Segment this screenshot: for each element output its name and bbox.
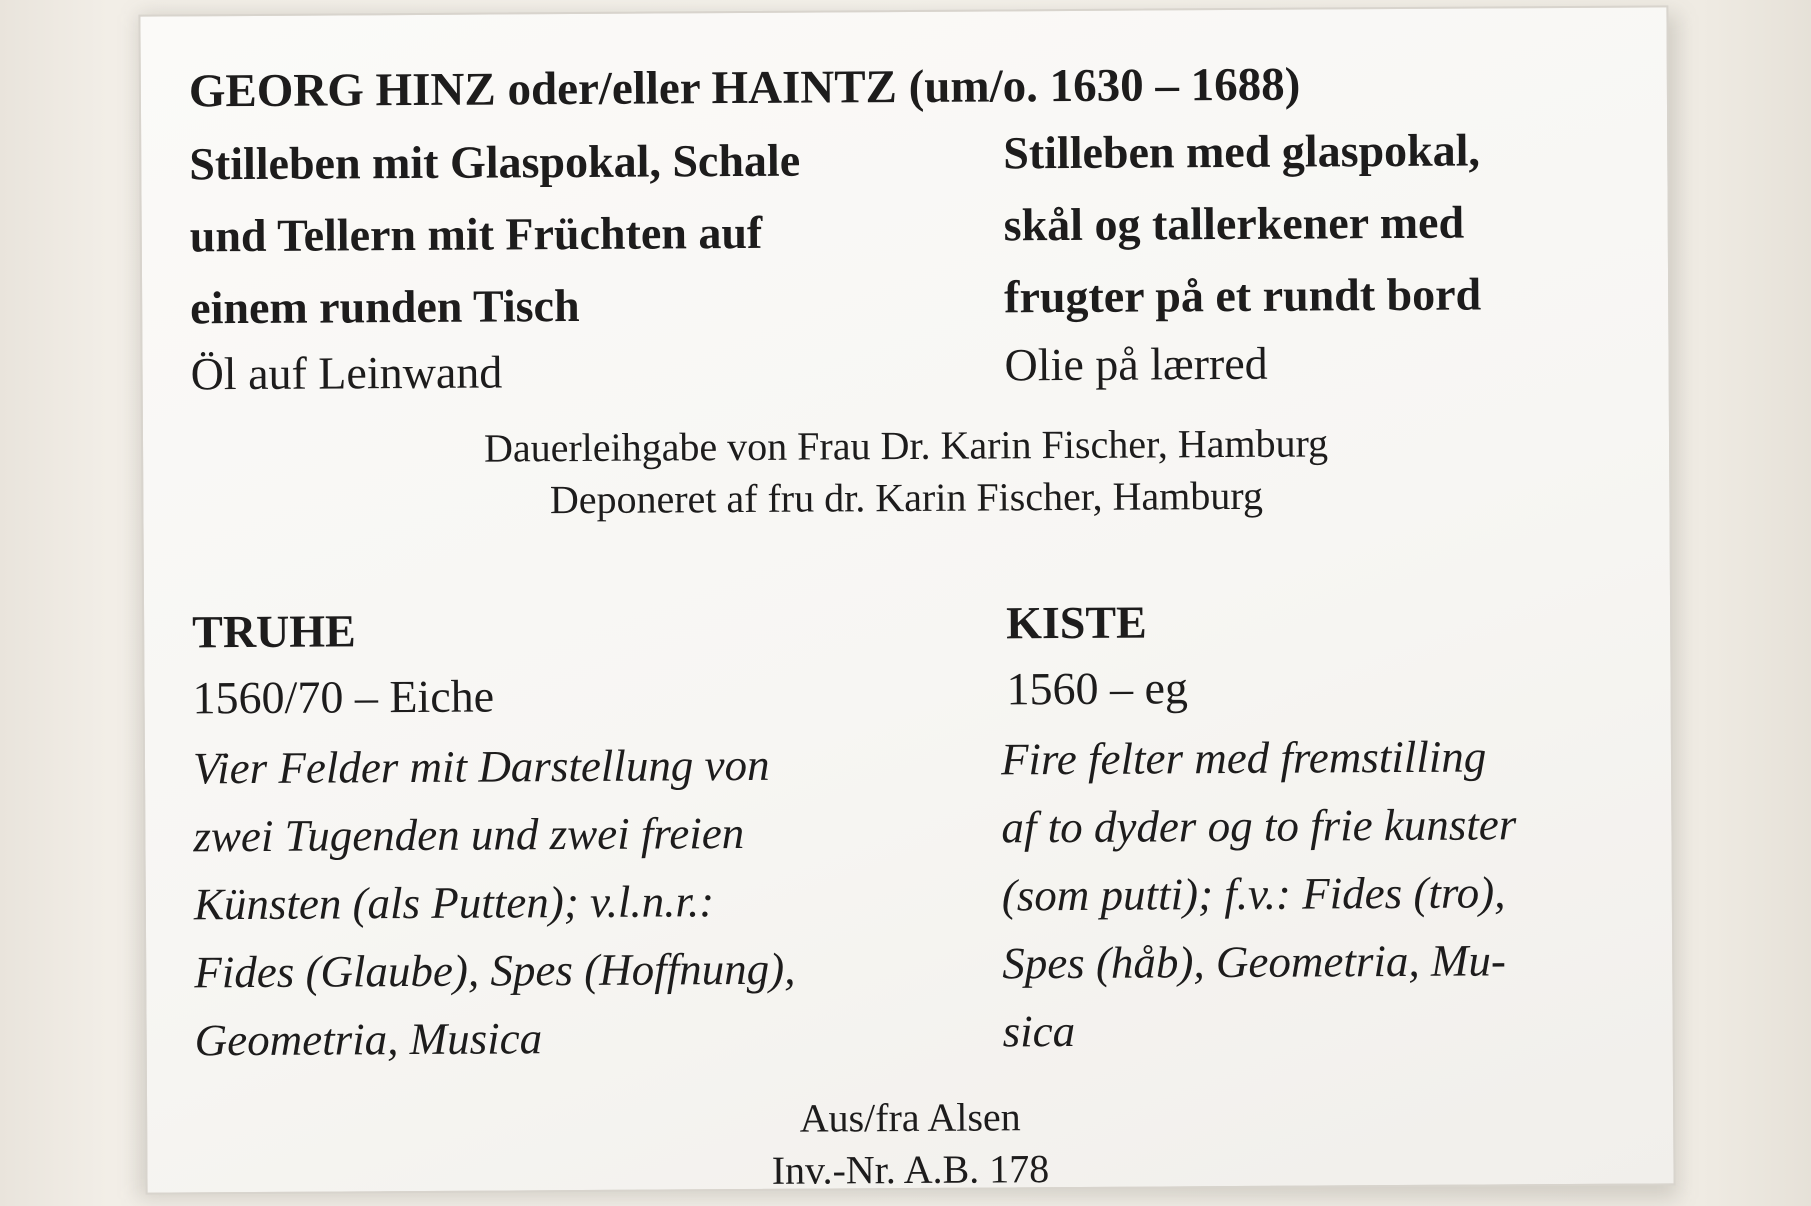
inventory-number: Inv.-Nr. A.B. 178 [771,1146,1050,1193]
chest-description-de [193,731,796,1075]
chest-description-de-line: Fides (Glaube), Spes (Hoffnung), [194,943,796,998]
painting-title-da [1003,114,1481,333]
chest-description-da-line: (som putti); f.v.: Fides (tro), [1001,867,1506,921]
chest-description-de-line: zwei Tugenden und zwei freien [193,807,745,862]
painting-title-de-line: Stilleben mit Glaspokal, Schale [189,134,801,190]
artist-heading: GEORG HINZ oder/eller HAINTZ (um/o. 1630 – 1688) [188,58,1301,118]
painting-medium-de: Öl auf Leinwand [190,346,503,400]
painting-title-de-line: einem runden Tisch [190,279,580,334]
chest-description-de-line: Vier Felder mit Darstellung von [192,739,770,794]
painting-medium-da: Olie på lærred [1004,337,1268,391]
chest-date-da: 1560 – eg [1006,662,1189,715]
provenance: Aus/fra Alsen [799,1094,1021,1141]
museum-label-plaque [138,5,1675,1194]
chest-date-de: 1560/70 – Eiche [192,670,495,724]
chest-description-de-line: Künsten (als Putten); v.l.n.r.: [193,876,715,930]
loan-credit-de: Dauerleihgabe von Frau Dr. Karin Fischer, Hamburg [483,420,1329,471]
painting-title-da-line: Stilleben med glaspokal, [1003,124,1481,179]
painting-title-da-line: frugter på et rundt bord [1003,268,1482,323]
chest-description-da [1001,722,1518,1065]
chest-description-da-line: Spes (håb), Geometria, Mu- [1002,935,1507,989]
loan-credit-da: Deponeret af fru dr. Karin Fischer, Hamburg [549,472,1264,523]
chest-heading-de: TRUHE [192,605,356,658]
painting-title-da-line: skål og tallerkener med [1003,196,1465,251]
chest-description-de-line: Geometria, Musica [194,1013,543,1066]
chest-description-da-line: sica [1002,1005,1076,1057]
chest-description-da-line: af to dyder og to frie kunster [1001,799,1517,853]
painting-title-de [189,125,801,345]
chest-heading-da: KISTE [1005,596,1147,649]
painting-title-de-line: und Tellern mit Früchten auf [189,206,763,262]
chest-description-da-line: Fire felter med fremstilling [1000,731,1487,785]
